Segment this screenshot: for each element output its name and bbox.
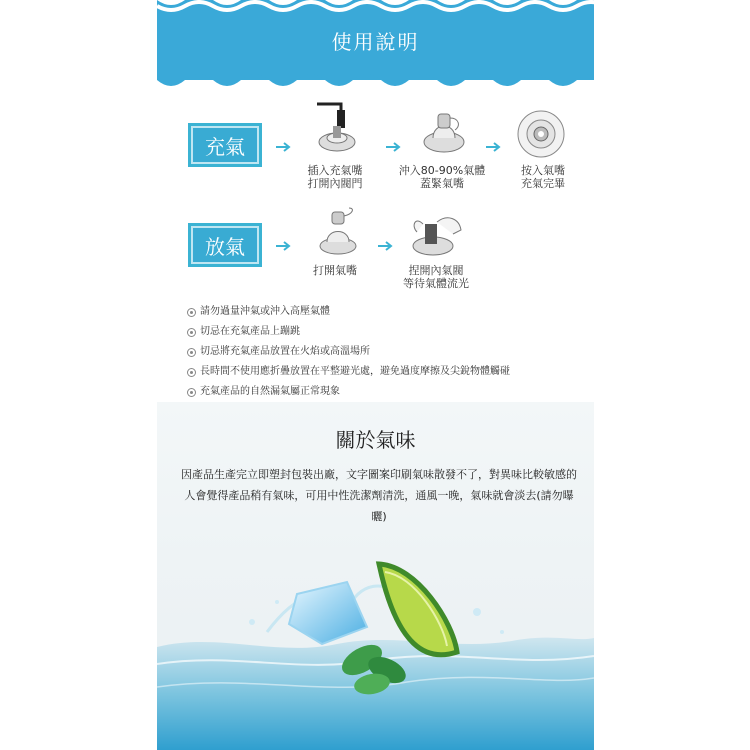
inflate-step1-caption: 插入充氣嘴 打開內閥門 [307, 164, 363, 190]
bullet-icon [187, 328, 196, 337]
valve-top-icon [515, 108, 567, 160]
water-splash-illustration [157, 552, 594, 750]
list-item: 切忌將充氣產品放置在火焰或高溫場所 [187, 342, 587, 362]
bullet-icon [187, 368, 196, 377]
bullet-icon [187, 348, 196, 357]
list-item: 切忌在充氣產品上蹦跳 [187, 322, 587, 342]
arrow-right-icon [385, 141, 401, 153]
list-item: 充氣產品的自然漏氣屬正常現象 [187, 382, 587, 402]
deflate-step2-caption: 捏開內氣閥 等待氣體流光 [403, 264, 469, 290]
inflate-step3-caption: 按入氣嘴 充氣完畢 [521, 164, 565, 190]
bullet-icon [187, 308, 196, 317]
deflate-step1-caption: 打開氣嘴 [313, 264, 357, 277]
inflate-step2-caption: 沖入80-90%氣體 蓋緊氣嘴 [398, 164, 486, 190]
pinch-valve-icon [407, 210, 465, 260]
list-item: 長時間不使用應折疊放置在平整避光處，避免過度摩擦及尖銳物體觸碰 [187, 362, 587, 382]
odor-section [157, 402, 594, 750]
odor-description: 因產品生產完立即塑封包裝出廠，文字圖案印刷氣味散發不了，對異味比較敏感的 人會覺得產品稍有氣味，可用中性洗潔劑清洗，通風一晚，氣味就會淡去(請勿曝曬) [181, 468, 577, 523]
valve-cap-icon [419, 104, 469, 158]
bullet-icon [187, 388, 196, 397]
arrow-right-icon [275, 240, 291, 252]
page-title: 使用說明 [331, 30, 420, 54]
open-valve-icon [315, 206, 361, 258]
ice-cube-icon [289, 582, 367, 644]
instruction-panel [157, 0, 594, 750]
deflate-label: 放氣 [188, 223, 262, 267]
inflate-label: 充氣 [188, 123, 262, 167]
list-item: 請勿過量沖氣或沖入高壓氣體 [187, 302, 587, 322]
arrow-right-icon [485, 141, 501, 153]
arrow-right-icon [275, 141, 291, 153]
arrow-right-icon [377, 240, 393, 252]
pump-nozzle-icon [307, 100, 361, 158]
notes-list [187, 302, 587, 402]
section-title: 關於氣味 [335, 428, 416, 452]
